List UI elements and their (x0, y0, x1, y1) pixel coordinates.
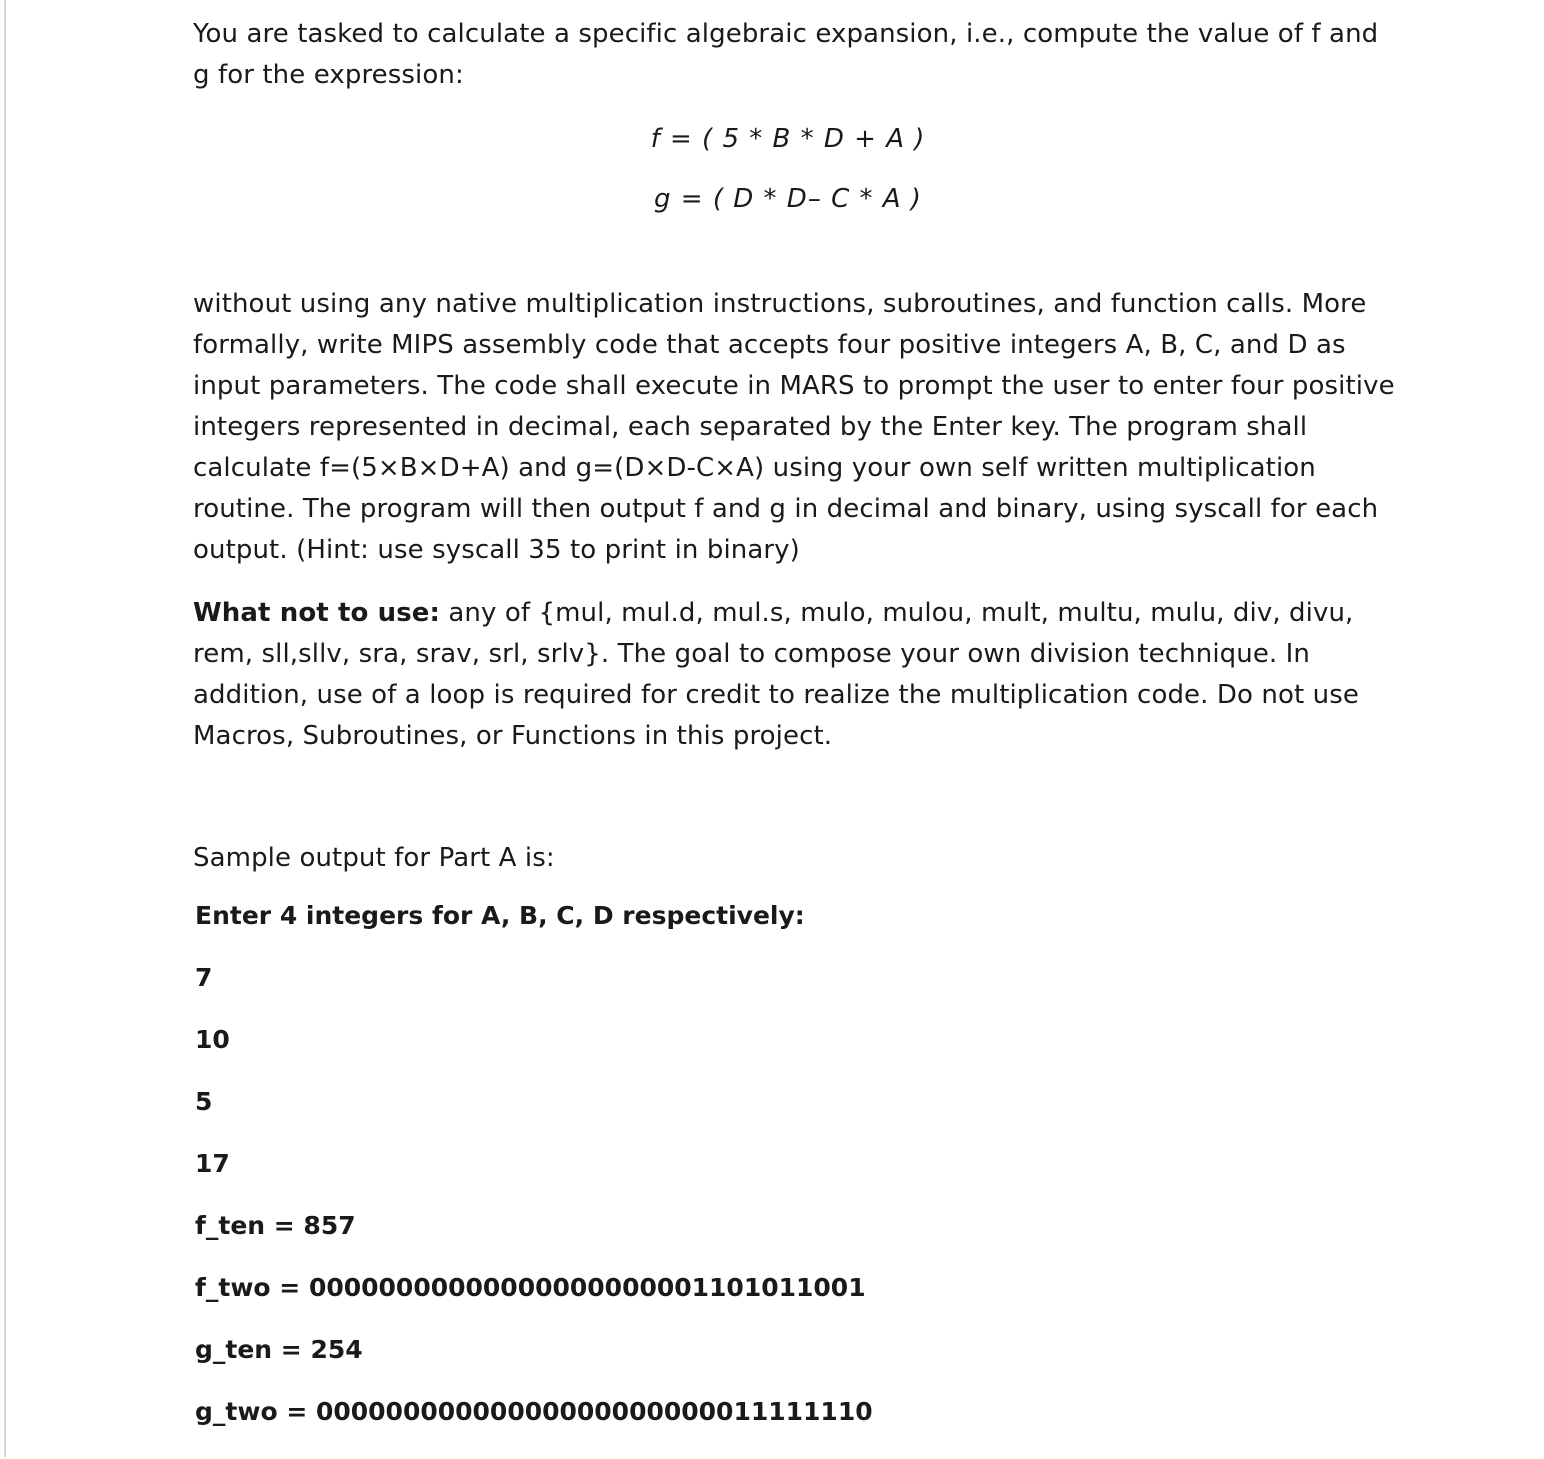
document-body (193, 14, 1403, 1459)
page-left-border (4, 0, 6, 1457)
sample-f-ten: f_ten = 857 (195, 1211, 356, 1240)
sample-f-two: f_two = 00000000000000000000001101011001 (195, 1273, 866, 1302)
restrictions-lead: What not to use: (193, 598, 441, 628)
sample-output (193, 901, 1403, 1427)
restrictions-text: any of {mul, mul.d, mul.s, mulo, mulou, mult, multu, mulu, div, divu, rem, sll,sllv, sra, srav, srl, srlv}. The goal to compose your own division technique. In addition, use of a loop is required for credit to realize the multiplication code. Do not use Macros, Subroutines, or Functions in this project. (193, 598, 1359, 751)
sample-input-d: 17 (195, 1149, 230, 1178)
sample-input-a: 7 (195, 963, 213, 992)
sample-input-b: 10 (195, 1025, 230, 1054)
formula-f: f = ( 5 * B * D + A ) (650, 124, 926, 154)
sample-intro: Sample output for Part A is: (193, 843, 555, 873)
restrictions-paragraph (193, 593, 1403, 757)
sample-prompt: Enter 4 integers for A, B, C, D respectively: (195, 901, 805, 930)
sample-input-c: 5 (195, 1087, 213, 1116)
formula-g: g = ( D * D– C * A ) (654, 184, 922, 214)
sample-g-ten: g_ten = 254 (195, 1335, 363, 1364)
sample-g-two: g_two = 00000000000000000000000011111110 (195, 1397, 873, 1426)
description-paragraph: without using any native multiplication instructions, subroutines, and function calls. More formally, write MIPS assembly code that accepts four positive integers A, B, C, and D as input parameters. The code shall execute in MARS to prompt the user to enter four positive integers represented in decimal, each separated by the Enter key. The program shall calculate f=(5×B×D+A) and g=(D×D-C×A) using your own self written multiplication routine. The program will then output f and g in decimal and binary, using syscall for each output. (Hint: use syscall 35 to print in binary) (193, 289, 1395, 565)
intro-paragraph: You are tasked to calculate a specific algebraic expansion, i.e., compute the value of f and g for the expression: (193, 19, 1379, 90)
